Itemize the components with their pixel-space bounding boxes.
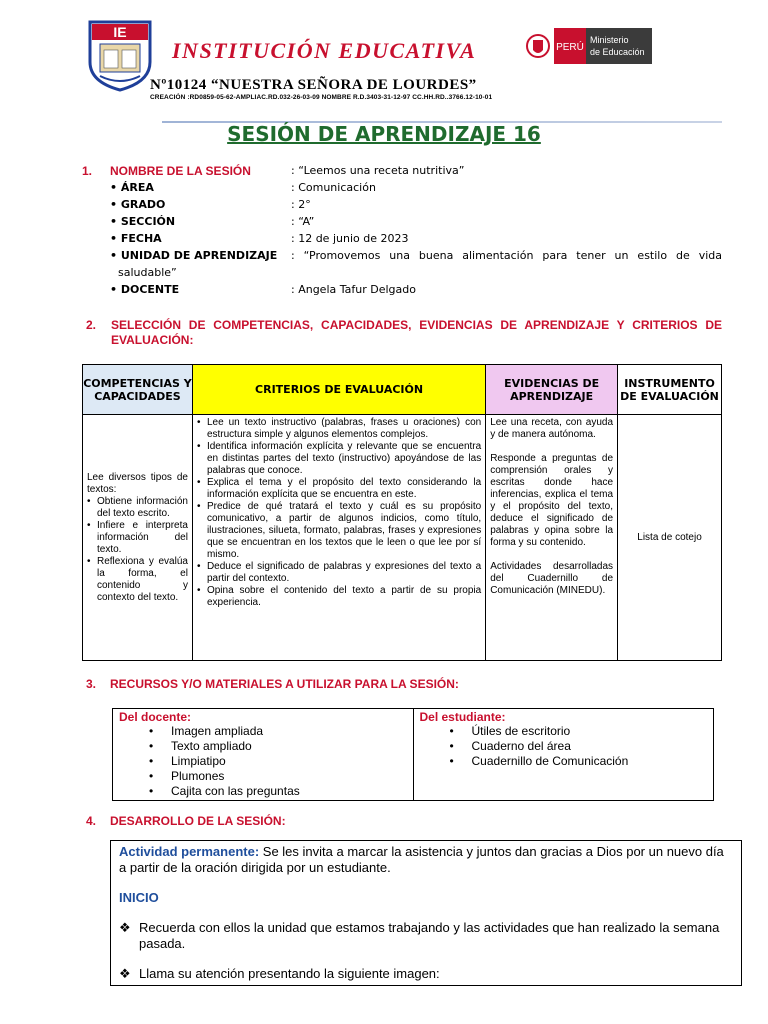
student-resources-cell <box>413 709 714 801</box>
list-item: • Texto ampliado <box>149 739 407 754</box>
info-label: • ÁREA <box>110 181 154 194</box>
institution-title: INSTITUCIÓN EDUCATIVA <box>172 38 477 63</box>
section-title: SELECCIÓN DE COMPETENCIAS, CAPACIDADES, EVIDENCIAS DE APRENDIZAJE Y CRITERIOS DE EVALUACIÓN: <box>111 318 722 347</box>
competencia-intro: Lee diversos tipos de textos: <box>87 471 188 495</box>
permanent-activity-text: Se les invita a marcar la asistencia y juntos dan gracias a Dios por un nuevo día a partir de la oración dirigida por un estudiante. <box>119 844 724 875</box>
list-item <box>119 920 733 952</box>
section-number: 3. <box>86 677 97 691</box>
list-item: • Explica el tema y el propósito del texto considerando la información explícita que se encuentra en este. <box>197 477 481 501</box>
criterios-list <box>197 417 481 609</box>
evidence-item: Lee una receta, con ayuda y de manera autónoma. <box>490 417 614 440</box>
section-number: 4. <box>86 814 97 828</box>
session-title: SESIÓN DE APRENDIZAJE 16 <box>227 122 541 146</box>
info-row-unidad <box>82 249 722 266</box>
ministry-education-logo <box>526 26 654 66</box>
criterios-cell <box>192 415 485 661</box>
table-row <box>113 709 714 801</box>
list-item: • Imagen ampliada <box>149 724 407 739</box>
info-row-area <box>82 181 722 198</box>
list-item: • Cuaderno del área <box>450 739 708 754</box>
info-value: : Angela Tafur Delgado <box>291 283 416 296</box>
table-header-row <box>83 365 722 415</box>
col-header-criterios: CRITERIOS DE EVALUACIÓN <box>192 365 485 415</box>
info-label: • GRADO <box>110 198 166 211</box>
list-item: • Identifica información explícita y relevante que se encuentra en distintas partes del texto (instructivo) apoyándose de las palabras que conoce. <box>197 441 481 477</box>
list-item: • Útiles de escritorio <box>450 724 708 739</box>
unidad-continuation: saludable” <box>118 266 177 279</box>
info-label: • UNIDAD DE APRENDIZAJE <box>110 249 278 262</box>
list-item: • Plumones <box>149 769 407 784</box>
info-row-grado <box>82 198 722 215</box>
list-item: • Lee un texto instructivo (palabras, frases u oraciones) con estructura simple y algunos elementos complejos. <box>197 417 481 441</box>
capacidades-list <box>87 496 188 604</box>
section-2-heading <box>86 318 722 347</box>
list-item: • Opina sobre el contenido del texto a partir de su propia experiencia. <box>197 585 481 609</box>
info-value: : “A” <box>291 215 315 228</box>
info-row-seccion <box>82 215 722 232</box>
evidencias-cell <box>486 415 618 661</box>
teacher-resources-heading: Del docente: <box>119 710 192 724</box>
info-row-docente <box>82 283 722 300</box>
col-header-evidencias: EVIDENCIAS DE APRENDIZAJE <box>486 365 618 415</box>
list-item: • Cajita con las preguntas <box>149 784 407 799</box>
svg-text:Ministerio: Ministerio <box>590 35 629 45</box>
info-label: • DOCENTE <box>110 283 180 296</box>
list-item <box>119 966 733 982</box>
info-value: : 12 de junio de 2023 <box>291 232 409 245</box>
section-title: RECURSOS Y/O MATERIALES A UTILIZAR PARA LA SESIÓN: <box>110 677 459 691</box>
info-value: : 2° <box>291 198 311 211</box>
info-row-fecha <box>82 232 722 249</box>
session-info <box>82 164 722 300</box>
document-header <box>80 18 680 108</box>
inicio-item-text: Recuerda con ellos la unidad que estamos trabajando y las actividades que han realizado la semana pasada. <box>139 920 720 951</box>
info-label: • FECHA <box>110 232 162 245</box>
school-name: Nº10124 “NUESTRA SEÑORA DE LOURDES” <box>150 77 477 93</box>
inicio-heading: INICIO <box>119 890 159 905</box>
student-resources-heading: Del estudiante: <box>419 710 506 724</box>
teacher-resources-list <box>119 724 407 799</box>
col-header-competencias: COMPETENCIAS Y CAPACIDADES <box>83 365 193 415</box>
diamond-bullet-icon: ❖ <box>119 966 131 981</box>
session-name-row <box>82 164 722 181</box>
list-item: • Obtiene información del texto escrito. <box>87 496 188 520</box>
evidence-item: Actividades desarrolladas del Cuadernillo de Comunicación (MINEDU). <box>490 561 614 596</box>
list-item: • Predice de qué tratará el texto y cuál es su propósito comunicativo, a partir de algunos indicios, como título, ilustraciones, silueta, formato, palabras, frases y expresiones que se encuentran en los textos que le leen o que lee por sí mismo. <box>197 501 481 561</box>
section-number: 1. <box>82 164 93 178</box>
session-development-box <box>110 840 742 986</box>
school-shield-logo <box>86 20 154 92</box>
info-label: • SECCIÓN <box>110 215 176 228</box>
student-resources-list <box>420 724 708 769</box>
permanent-activity-label: Actividad permanente: <box>119 844 260 859</box>
creation-resolution-line: CREACIÓN :RD0859-05-62-AMPLIAC.RD.032-26-03-09 NOMBRE R.D.3403-31-12-97 CC.HH.RD..3766.12-10-01 <box>150 94 493 101</box>
inicio-item-text: Llama su atención presentando la siguiente imagen: <box>139 966 440 981</box>
evidence-item: Responde a preguntas de comprensión orales y escritas donde hace inferencias, explica el tema y el propósito del texto, deduce el significado de palabras y opina sobre la forma y su contenido. <box>490 453 614 548</box>
list-item: • Limpiatipo <box>149 754 407 769</box>
info-value: : “Promovemos una buena alimentación para tener un estilo de vida <box>291 249 722 262</box>
section-title: DESARROLLO DE LA SESIÓN: <box>110 814 286 828</box>
competencias-cell <box>83 415 193 661</box>
list-item: • Cuadernillo de Comunicación <box>450 754 708 769</box>
resources-table <box>112 708 714 801</box>
logo-letters: IE <box>113 24 127 40</box>
list-item: • Infiere e interpreta información del texto. <box>87 520 188 556</box>
col-header-instrumento: INSTRUMENTO DE EVALUACIÓN <box>618 365 722 415</box>
table-row <box>83 415 722 661</box>
diamond-bullet-icon: ❖ <box>119 920 131 935</box>
session-name-label: NOMBRE DE LA SESIÓN <box>110 164 251 178</box>
peru-label: PERÚ <box>556 42 584 53</box>
list-item: • Deduce el significado de palabras y expresiones del texto a partir del contexto. <box>197 561 481 585</box>
info-value: : Comunicación <box>291 181 376 194</box>
svg-text:de Educación: de Educación <box>590 47 645 57</box>
permanent-activity <box>119 844 733 876</box>
section-3-heading <box>86 677 459 691</box>
list-item: • Reflexiona y evalúa la forma, el contenido y contexto del texto. <box>87 556 188 604</box>
section-4-heading <box>86 814 286 828</box>
instrumento-cell: Lista de cotejo <box>618 415 722 661</box>
session-name-value: : “Leemos una receta nutritiva” <box>291 164 465 177</box>
teacher-resources-cell <box>113 709 414 801</box>
competencies-table <box>82 364 722 661</box>
section-number: 2. <box>86 318 97 332</box>
